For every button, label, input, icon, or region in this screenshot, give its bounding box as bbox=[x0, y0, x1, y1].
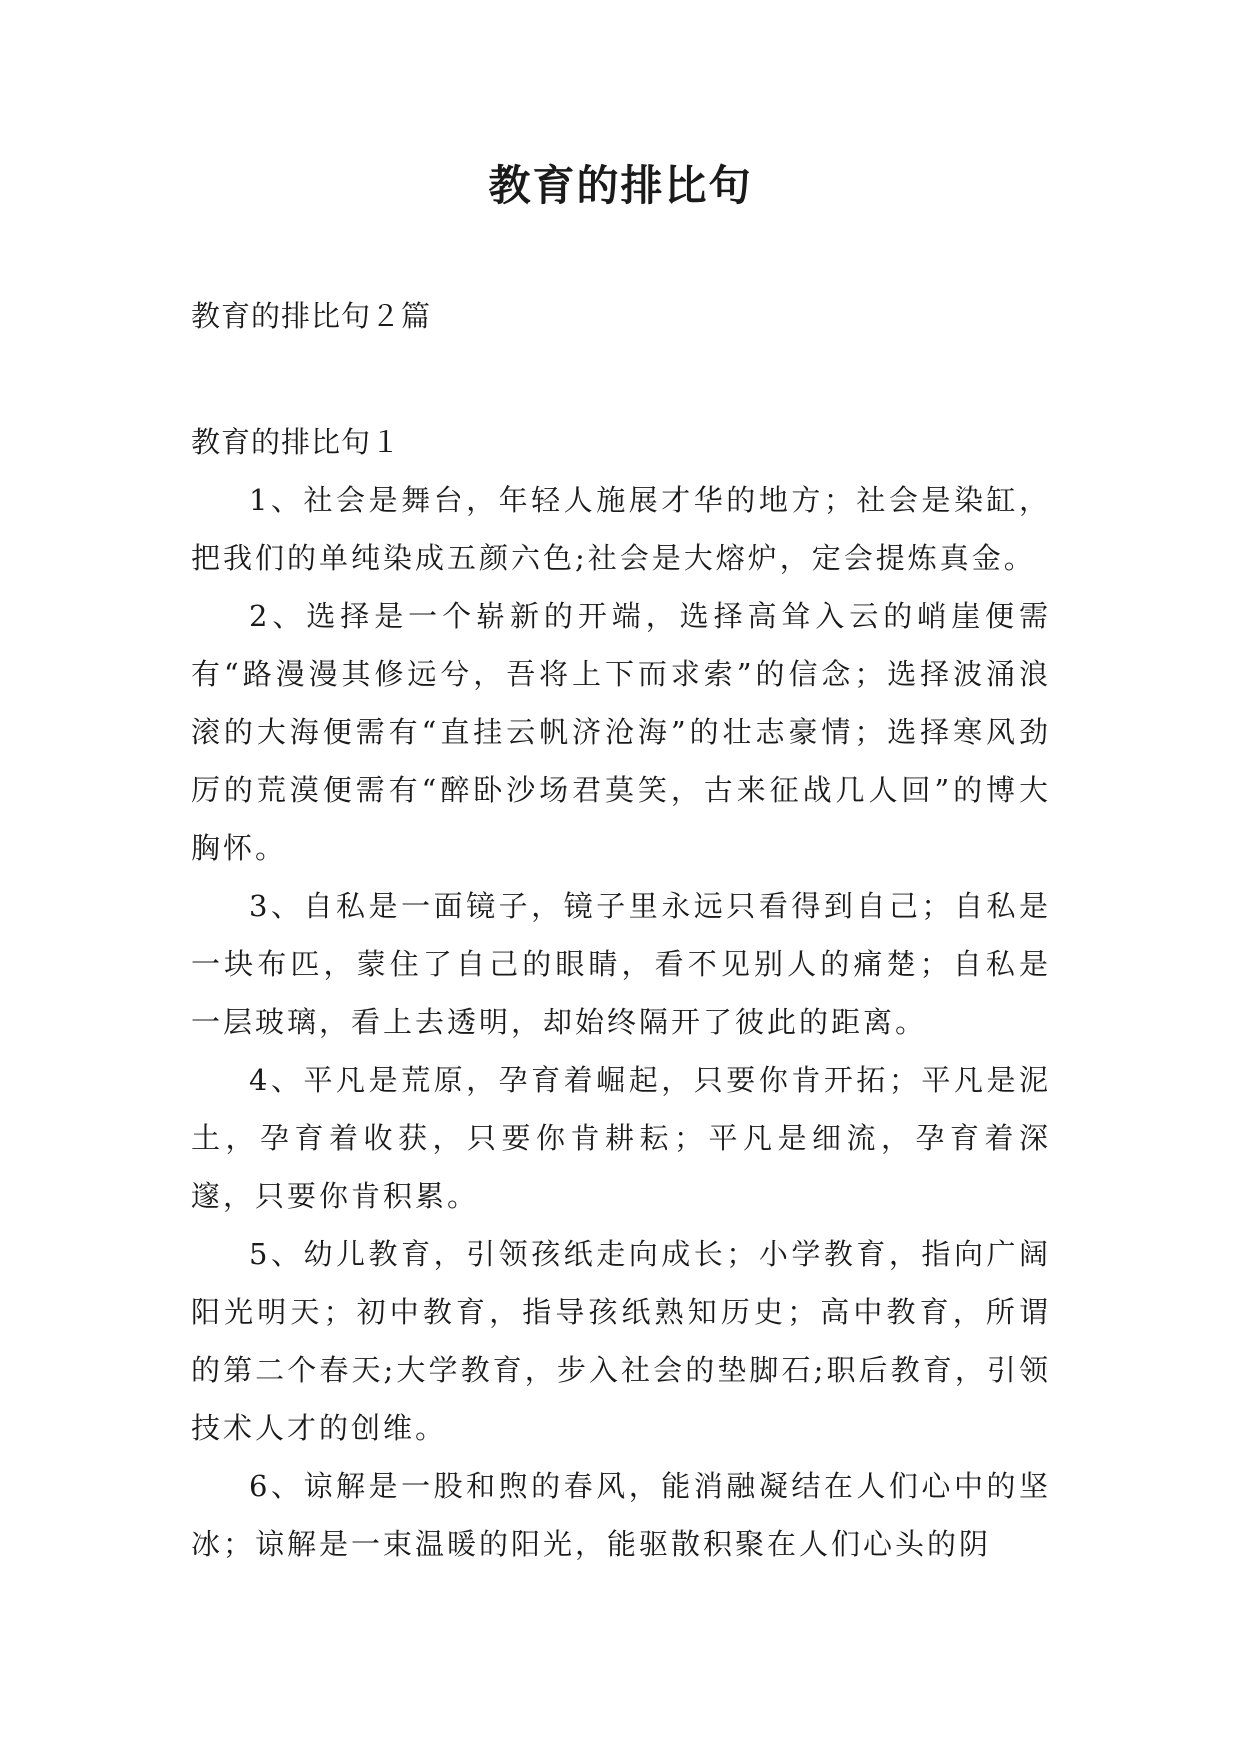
paragraph: 3、自私是一面镜子，镜子里永远只看得到自己；自私是一块布匹，蒙住了自己的眼睛，看不见别人的痛楚；自私是一层玻璃，看上去透明，却始终隔开了彼此的距离。 bbox=[191, 889, 1051, 1039]
document-title: 教育的排比句 bbox=[488, 161, 753, 210]
document-body bbox=[191, 413, 1051, 1573]
section-heading: 教育的排比句１ bbox=[191, 425, 402, 459]
paragraph: 2、选择是一个崭新的开端，选择高耸入云的峭崖便需有“路漫漫其修远兮，吾将上下而求索”的信念；选择波涌浪滚的大海便需有“直挂云帆济沧海”的壮志豪情；选择寒风劲厉的荒漠便需有“醉卧沙场君莫笑，古来征战几人回”的博大胸怀。 bbox=[191, 599, 1051, 865]
paragraph: 4、平凡是荒原，孕育着崛起，只要你肯开拓；平凡是泥土，孕育着收获，只要你肯耕耘；平凡是细流，孕育着深邃，只要你肯积累。 bbox=[191, 1063, 1051, 1213]
paragraph: 6、谅解是一股和煦的春风，能消融凝结在人们心中的坚冰；谅解是一束温暖的阳光，能驱散积聚在人们心头的阴 bbox=[191, 1469, 1051, 1561]
paragraph: 1、社会是舞台，年轻人施展才华的地方；社会是染缸，把我们的单纯染成五颜六色;社会是大熔炉，定会提炼真金。 bbox=[191, 483, 1051, 575]
document-subtitle: 教育的排比句２篇 bbox=[191, 299, 432, 333]
paragraph: 5、幼儿教育，引领孩纸走向成长；小学教育，指向广阔阳光明天；初中教育，指导孩纸熟知历史；高中教育，所谓的第二个春天;大学教育，步入社会的垫脚石;职后教育，引领技术人才的创维。 bbox=[191, 1237, 1051, 1445]
